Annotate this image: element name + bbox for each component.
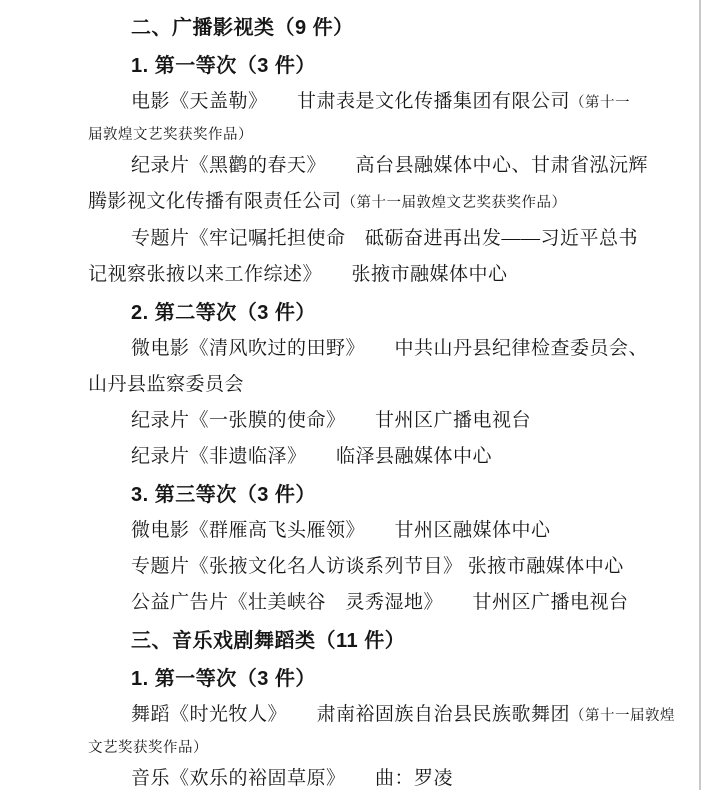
text-line [0,761,702,790]
text-segment: 音乐《欢乐的裕固草原》 曲：罗凌 [131,768,454,789]
page-edge-divider [699,0,701,790]
text-line [0,331,702,367]
text-segment: 3. 第三等次（3 件） [131,484,316,506]
text-line [0,367,702,403]
text-line [0,697,702,734]
section-heading [0,623,702,659]
text-segment: 公益广告片《壮美峡谷 灵秀湿地》 甘州区广播电视台 [131,592,629,613]
text-segment: 文艺奖获奖作品） [88,740,208,756]
text-segment: 记视察张掖以来工作综述》 张掖市融媒体中心 [88,264,508,285]
section-heading [0,295,702,331]
text-segment: 电影《天盖勒》 甘肃表是文化传播集团有限公司 [131,91,571,112]
text-segment: 腾影视文化传播有限责任公司 [88,191,342,212]
text-segment: 2. 第二等次（3 件） [131,302,316,324]
text-line [0,734,702,761]
section-heading [0,477,702,513]
text-line [0,585,702,621]
text-line [0,257,702,293]
text-line [0,439,702,475]
text-segment: 纪录片《黑鹳的春天》 高台县融媒体中心、甘肃省泓沅辉 [131,155,649,176]
text-segment: 届敦煌文艺奖获奖作品） [88,127,253,143]
text-segment: （第十一届敦煌文艺奖获奖作品） [341,195,567,211]
text-segment: 山丹县监察委员会 [88,374,245,395]
section-heading [0,661,702,697]
text-segment: 二、广播影视类（9 件） [131,17,354,39]
text-segment: 纪录片《一张膜的使命》 甘州区广播电视台 [131,410,532,431]
section-heading [0,10,702,46]
text-segment: 舞蹈《时光牧人》 肃南裕固族自治县民族歌舞团 [131,704,571,725]
text-segment: （第十一届敦煌 [570,708,676,724]
text-segment: 纪录片《非遗临泽》 临泽县融媒体中心 [131,446,493,467]
text-segment: 专题片《牢记嘱托担使命 砥砺奋进再出发——习近平总书 [131,228,639,249]
text-segment: （第十一 [570,95,631,111]
text-line [0,549,702,585]
text-line [0,221,702,257]
text-line [0,84,702,121]
text-line [0,184,702,221]
text-line [0,148,702,184]
section-heading [0,48,702,84]
text-line [0,121,702,148]
text-segment: 1. 第一等次（3 件） [131,55,316,77]
text-line [0,403,702,439]
document-body [0,10,702,790]
text-segment: 微电影《群雁高飞头雁领》 甘州区融媒体中心 [131,520,551,541]
text-segment: 1. 第一等次（3 件） [131,668,316,690]
text-segment: 专题片《张掖文化名人访谈系列节目》 张掖市融媒体中心 [131,556,624,577]
text-segment: 三、音乐戏剧舞蹈类（11 件） [131,630,406,652]
text-segment: 微电影《清风吹过的田野》 中共山丹县纪律检查委员会、 [131,338,649,359]
text-line [0,513,702,549]
